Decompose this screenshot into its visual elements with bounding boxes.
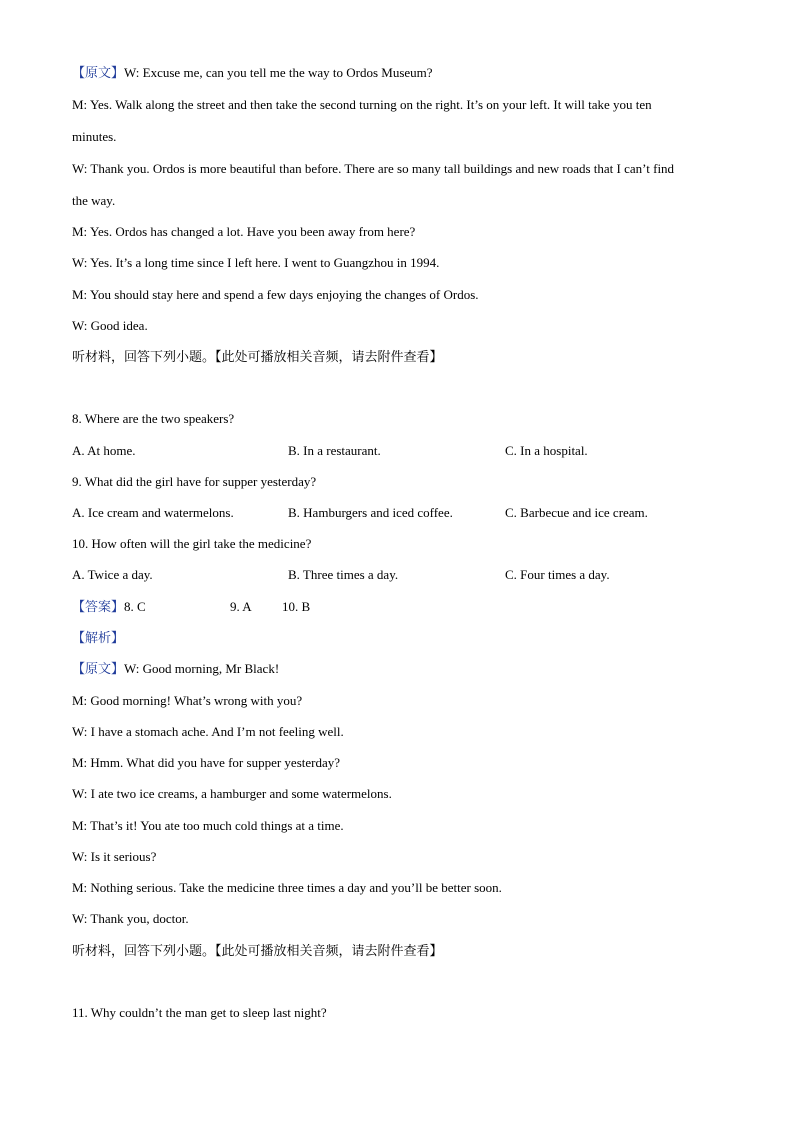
analysis-tag: 【解析】 xyxy=(72,630,125,645)
listening-instruction: 听材料，回答下列小题。【此处可播放相关音频，请去附件查看】 xyxy=(72,349,443,364)
question-9-options xyxy=(72,504,732,522)
transcript-line: W: I ate two ice creams, a hamburger and some watermelons. xyxy=(72,786,392,801)
question-10-options xyxy=(72,566,732,584)
transcript-line: minutes. xyxy=(72,129,117,144)
option-b: B. Three times a day. xyxy=(288,567,399,582)
question-8-options xyxy=(72,442,732,460)
transcript-line: W: I have a stomach ache. And I’m not feeling well. xyxy=(72,724,344,739)
transcript-line: W: Good idea. xyxy=(72,318,148,333)
question-10: 10. How often will the girl take the medicine? xyxy=(72,536,312,551)
option-a: A. Ice cream and watermelons. xyxy=(72,505,234,520)
transcript-line: M: Good morning! What’s wrong with you? xyxy=(72,693,303,708)
answer-tag: 【答案】 xyxy=(72,599,125,614)
option-b: B. Hamburgers and iced coffee. xyxy=(288,505,453,520)
transcript-line: M: You should stay here and spend a few days enjoying the changes of Ordos. xyxy=(72,287,479,302)
question-11: 11. Why couldn’t the man get to sleep last night? xyxy=(72,1005,327,1020)
transcript-line: M: Yes. Ordos has changed a lot. Have you been away from here? xyxy=(72,224,416,239)
question-8: 8. Where are the two speakers? xyxy=(72,411,235,426)
transcript-line: W: Thank you. Ordos is more beautiful than before. There are so many tall buildings and new roads that I can’t find xyxy=(72,161,675,176)
question-9: 9. What did the girl have for supper yesterday? xyxy=(72,474,317,489)
option-c: C. In a hospital. xyxy=(505,443,588,458)
option-c: C. Barbecue and ice cream. xyxy=(505,505,648,520)
transcript-line: the way. xyxy=(72,193,116,208)
transcript-line: W: Is it serious? xyxy=(72,849,157,864)
transcript-line: M: Hmm. What did you have for supper yesterday? xyxy=(72,755,340,770)
transcript-line: M: Nothing serious. Take the medicine three times a day and you’ll be better soon. xyxy=(72,880,502,895)
yuanwen-tag: 【原文】 xyxy=(72,65,125,80)
yuanwen-tag: 【原文】 xyxy=(72,661,125,676)
transcript-line: M: Yes. Walk along the street and then take the second turning on the right. It’s on your left. It will take you ten xyxy=(72,97,652,112)
transcript-line: 【原文】W: Good morning, Mr Black! xyxy=(72,661,280,676)
option-c: C. Four times a day. xyxy=(505,567,610,582)
transcript-line: M: That’s it! You ate too much cold things at a time. xyxy=(72,818,344,833)
transcript-line: W: Thank you, doctor. xyxy=(72,911,189,926)
answer-line xyxy=(72,598,310,616)
option-a: A. At home. xyxy=(72,443,136,458)
transcript-line: 【原文】W: Excuse me, can you tell me the way to Ordos Museum? xyxy=(72,65,433,80)
answer-10: 10. B xyxy=(282,599,311,614)
answer-9: 9. A xyxy=(230,599,252,614)
listening-instruction: 听材料，回答下列小题。【此处可播放相关音频，请去附件查看】 xyxy=(72,943,443,958)
transcript-line: W: Yes. It’s a long time since I left here. I went to Guangzhou in 1994. xyxy=(72,255,440,270)
option-a: A. Twice a day. xyxy=(72,567,153,582)
answer-8: 8. C xyxy=(124,599,146,614)
option-b: B. In a restaurant. xyxy=(288,443,381,458)
